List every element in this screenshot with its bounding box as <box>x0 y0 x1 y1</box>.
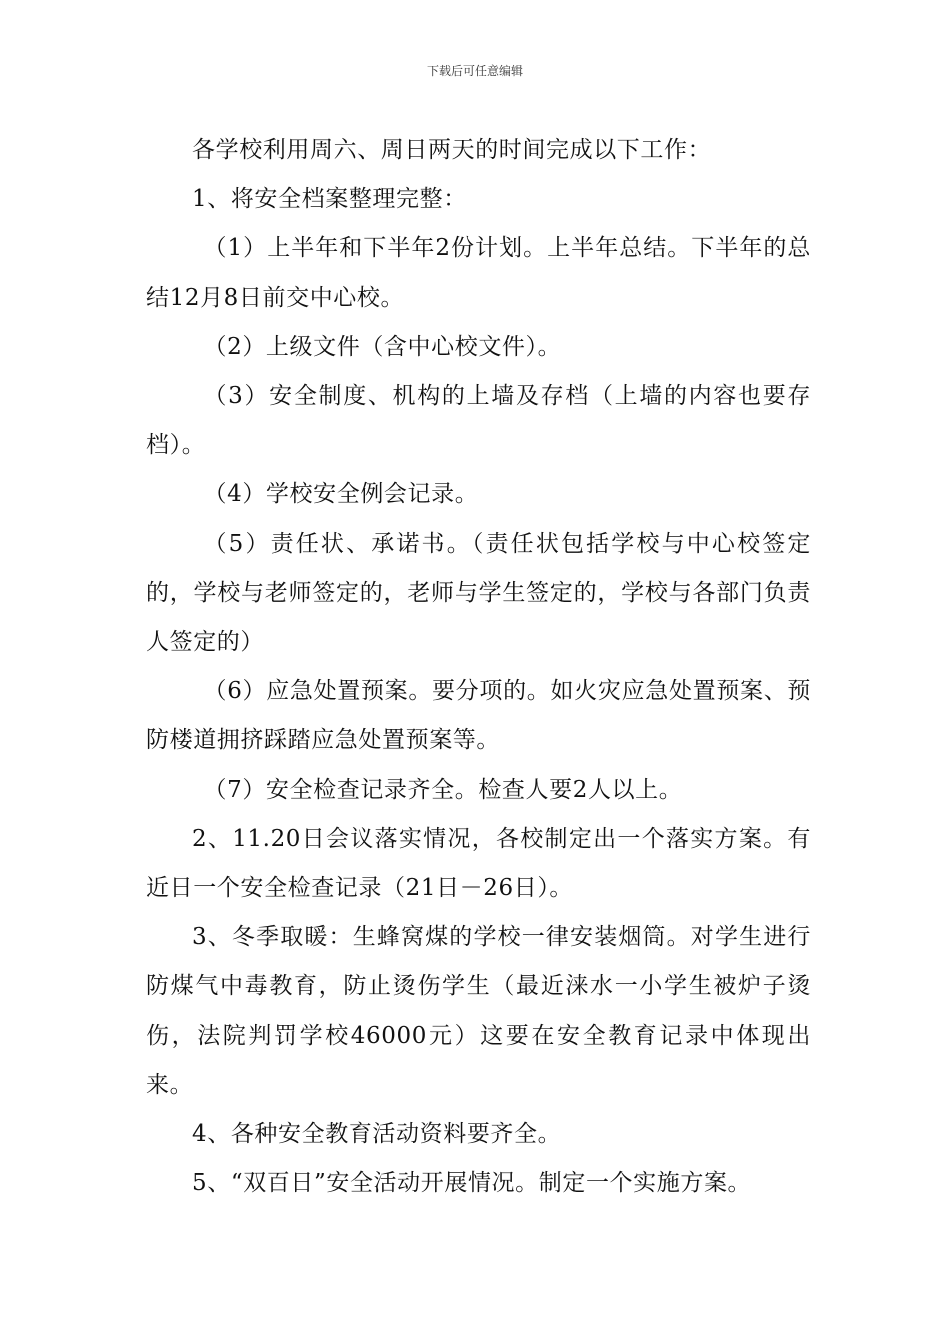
page-header-note: 下载后可任意编辑 <box>426 64 523 78</box>
sub-item-5: （5）责任状、承诺书。（责任状包括学校与中心校签定的，学校与老师签定的，老师与学生签定的，学校与各部门负责人签定的） <box>146 530 811 656</box>
item-5: 5、“双百日”安全活动开展情况。制定一个实施方案。 <box>192 1170 752 1197</box>
sub-item-6: （6）应急处置预案。要分项的。如火灾应急处置预案、预防楼道拥挤踩踏应急处置预案等。 <box>146 678 811 754</box>
sub-item-1: （1）上半年和下半年2份计划。上半年总结。下半年的总结12月8日前交中心校。 <box>146 235 811 311</box>
sub-item-4: （4）学校安全例会记录。 <box>203 481 479 508</box>
sub-item-3: （3）安全制度、机构的上墙及存档（上墙的内容也要存档）。 <box>146 383 811 459</box>
document-body <box>146 126 811 1208</box>
intro-paragraph: 各学校利用周六、周日两天的时间完成以下工作： <box>192 137 712 163</box>
sub-item-7: （7）安全检查记录齐全。检查人要2人以上。 <box>203 776 683 803</box>
item-2: 2、11.20日会议落实情况，各校制定出一个落实方案。有近日一个安全检查记录（21日－26日）。 <box>146 825 811 902</box>
item-3: 3、冬季取暖：生蜂窝煤的学校一律安装烟筒。对学生进行防煤气中毒教育，防止烫伤学生（最近涞水一小学生被炉子烫伤，法院判罚学校46000元）这要在安全教育记录中体现出来。 <box>146 924 811 1098</box>
item-4: 4、各种安全教育活动资料要齐全。 <box>192 1121 562 1148</box>
sub-item-2: （2）上级文件（含中心校文件）。 <box>203 333 562 360</box>
item-1-heading: 1、将安全档案整理完整： <box>192 186 467 213</box>
